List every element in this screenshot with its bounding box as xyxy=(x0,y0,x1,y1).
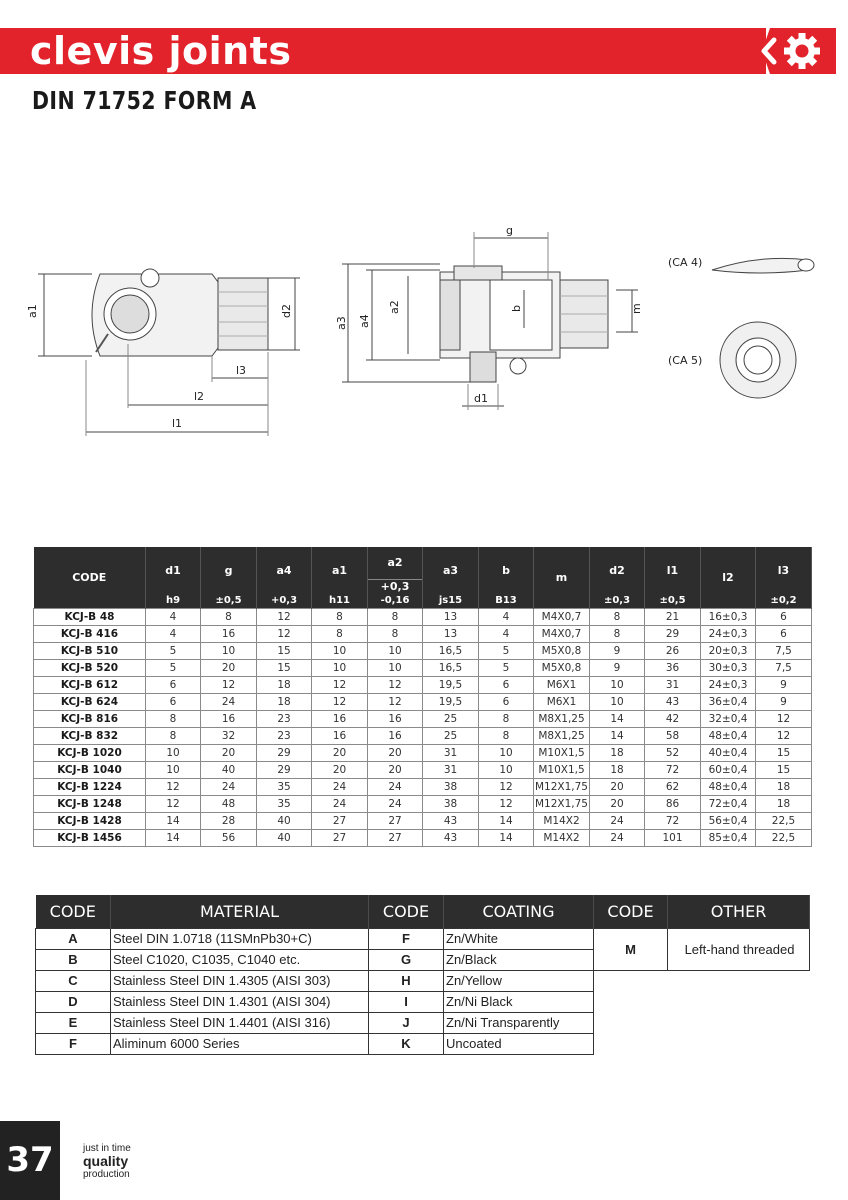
table-row xyxy=(34,676,812,693)
cell: 20 xyxy=(201,659,257,676)
technical-drawing xyxy=(0,210,848,450)
cell: 85±0,4 xyxy=(701,829,756,846)
cell: 29 xyxy=(257,744,312,761)
header-coating-code: CODE xyxy=(369,895,444,928)
cell: 8 xyxy=(479,727,534,744)
material-code: B xyxy=(36,949,111,970)
cell: 29 xyxy=(645,625,701,642)
cell: 20 xyxy=(312,744,368,761)
footer-tagline xyxy=(83,1143,131,1180)
cell: 12 xyxy=(479,795,534,812)
cell: M14X2 xyxy=(534,812,590,829)
cell: 7,5 xyxy=(756,659,812,676)
material-name: Stainless Steel DIN 1.4401 (AISI 316) xyxy=(111,1012,369,1033)
table-row xyxy=(34,625,812,642)
cell: 40 xyxy=(201,761,257,778)
cell: M14X2 xyxy=(534,829,590,846)
cell: 24 xyxy=(368,795,423,812)
table-row xyxy=(34,812,812,829)
cell: 43 xyxy=(645,693,701,710)
header-coating: COATING xyxy=(444,895,594,928)
header-d2: d2 xyxy=(590,547,645,594)
header-b: b xyxy=(479,547,534,594)
dim-label-a1: a1 xyxy=(26,304,39,318)
cell: 16 xyxy=(312,727,368,744)
header-m: m xyxy=(534,547,590,608)
coating-code: I xyxy=(369,991,444,1012)
cell: 56 xyxy=(201,829,257,846)
coating-code: J xyxy=(369,1012,444,1033)
row-code: KCJ-B 1040 xyxy=(34,761,146,778)
cell: M5X0,8 xyxy=(534,642,590,659)
cell: 14 xyxy=(146,829,201,846)
cell: 22,5 xyxy=(756,812,812,829)
cell: 15 xyxy=(756,761,812,778)
cell: 10 xyxy=(312,659,368,676)
cell: 10 xyxy=(201,642,257,659)
cell: M8X1,25 xyxy=(534,727,590,744)
empty-cell xyxy=(594,1033,810,1054)
cell: 10 xyxy=(312,642,368,659)
cell: 8 xyxy=(312,625,368,642)
cell: 10 xyxy=(146,744,201,761)
cell: 8 xyxy=(146,710,201,727)
header-l3: l3 xyxy=(756,547,812,594)
tagline-top: just in time xyxy=(83,1143,131,1154)
cell: 19,5 xyxy=(423,676,479,693)
cell: 13 xyxy=(423,608,479,625)
table-row xyxy=(34,642,812,659)
cell: 12 xyxy=(146,778,201,795)
cell: 31 xyxy=(423,761,479,778)
tagline-mid: quality xyxy=(83,1153,129,1169)
cell: 24 xyxy=(368,778,423,795)
coating-name: Uncoated xyxy=(444,1033,594,1054)
table-row xyxy=(34,744,812,761)
cell: 6 xyxy=(479,676,534,693)
dim-label-a2: a2 xyxy=(388,300,401,314)
cell: 18 xyxy=(590,744,645,761)
tol-l1: ±0,5 xyxy=(645,594,701,608)
coating-name: Zn/Black xyxy=(444,949,594,970)
cell: M6X1 xyxy=(534,676,590,693)
cell: M4X0,7 xyxy=(534,608,590,625)
cell: M12X1,75 xyxy=(534,778,590,795)
cell: 35 xyxy=(257,778,312,795)
material-code: E xyxy=(36,1012,111,1033)
cell: 9 xyxy=(590,659,645,676)
tol-a1: h11 xyxy=(312,594,368,608)
table-row xyxy=(34,693,812,710)
header-material-code: CODE xyxy=(36,895,111,928)
cell: 40±0,4 xyxy=(701,744,756,761)
cell: 4 xyxy=(479,608,534,625)
coating-name: Zn/White xyxy=(444,928,594,949)
cell: 7,5 xyxy=(756,642,812,659)
cell: 5 xyxy=(146,642,201,659)
cell: 38 xyxy=(423,795,479,812)
cell: 35 xyxy=(257,795,312,812)
cell: 14 xyxy=(479,829,534,846)
cell: 14 xyxy=(479,812,534,829)
cell: 10 xyxy=(479,744,534,761)
cell: 20 xyxy=(312,761,368,778)
coating-name: Zn/Yellow xyxy=(444,970,594,991)
cell: 25 xyxy=(423,727,479,744)
row-code: KCJ-B 1248 xyxy=(34,795,146,812)
dim-label-ca4: (CA 4) xyxy=(668,256,703,269)
cell: 32±0,4 xyxy=(701,710,756,727)
row-code: KCJ-B 1224 xyxy=(34,778,146,795)
page-number: 37 xyxy=(0,1121,60,1200)
cell: 10 xyxy=(590,676,645,693)
header-a2: a2 xyxy=(368,547,423,579)
cell: 18 xyxy=(257,693,312,710)
cell: 20±0,3 xyxy=(701,642,756,659)
cell: 29 xyxy=(257,761,312,778)
cell: 12 xyxy=(312,693,368,710)
cell: 27 xyxy=(368,829,423,846)
empty-cell xyxy=(594,970,810,991)
cell: 9 xyxy=(756,676,812,693)
cell: M12X1,75 xyxy=(534,795,590,812)
cell: 72 xyxy=(645,812,701,829)
dim-label-m: m xyxy=(630,303,643,314)
cell: 24 xyxy=(590,829,645,846)
cell: 4 xyxy=(146,608,201,625)
cell: 38 xyxy=(423,778,479,795)
cell: 12 xyxy=(257,625,312,642)
tol-g: ±0,5 xyxy=(201,594,257,608)
cell: 25 xyxy=(423,710,479,727)
tagline-bottom: production xyxy=(83,1169,130,1180)
coating-code: K xyxy=(369,1033,444,1054)
cell: 16 xyxy=(368,727,423,744)
row-code: KCJ-B 612 xyxy=(34,676,146,693)
tol-a2: -0,16 xyxy=(368,594,423,608)
cell: 12 xyxy=(146,795,201,812)
cell: 8 xyxy=(146,727,201,744)
cell: M6X1 xyxy=(534,693,590,710)
cell: M10X1,5 xyxy=(534,744,590,761)
cell: 24 xyxy=(201,778,257,795)
coating-name: Zn/Ni Black xyxy=(444,991,594,1012)
cell: 27 xyxy=(312,829,368,846)
page-subtitle: DIN 71752 FORM A xyxy=(32,86,257,115)
table-row xyxy=(34,727,812,744)
cell: 4 xyxy=(479,625,534,642)
header-code: CODE xyxy=(34,547,146,608)
cell: 36 xyxy=(645,659,701,676)
dim-label-d1: d1 xyxy=(474,392,488,405)
cell: 72 xyxy=(645,761,701,778)
cell: 5 xyxy=(479,659,534,676)
cell: 28 xyxy=(201,812,257,829)
other-name: Left-hand threaded xyxy=(668,928,810,970)
row-code: KCJ-B 1020 xyxy=(34,744,146,761)
cell: 8 xyxy=(368,608,423,625)
cell: 8 xyxy=(479,710,534,727)
cell: 23 xyxy=(257,710,312,727)
cell: 24 xyxy=(590,812,645,829)
cell: 24 xyxy=(312,795,368,812)
cell: 48±0,4 xyxy=(701,727,756,744)
cell: 16,5 xyxy=(423,659,479,676)
cell: 9 xyxy=(590,642,645,659)
table-row xyxy=(36,1033,810,1054)
material-name: Steel DIN 1.0718 (11SMnPb30+C) xyxy=(111,928,369,949)
cell: 15 xyxy=(257,659,312,676)
header-a4: a4 xyxy=(257,547,312,594)
cell: 18 xyxy=(756,778,812,795)
cell: 56±0,4 xyxy=(701,812,756,829)
tol-a3: js15 xyxy=(423,594,479,608)
header-other: OTHER xyxy=(668,895,810,928)
cell: 6 xyxy=(479,693,534,710)
header-g: g xyxy=(201,547,257,594)
gear-logo-icon xyxy=(752,28,836,74)
cell: 22,5 xyxy=(756,829,812,846)
cell: 10 xyxy=(590,693,645,710)
coating-code: F xyxy=(369,928,444,949)
cell: 12 xyxy=(756,727,812,744)
cell: 16±0,3 xyxy=(701,608,756,625)
cell: 12 xyxy=(257,608,312,625)
dim-label-a4: a4 xyxy=(358,314,371,328)
cell: 15 xyxy=(257,642,312,659)
cell: 27 xyxy=(368,812,423,829)
header-other-code: CODE xyxy=(594,895,668,928)
cell: 12 xyxy=(201,676,257,693)
header-a2-upper-tol: +0,3 xyxy=(368,579,423,594)
cell: 8 xyxy=(590,608,645,625)
cell: M4X0,7 xyxy=(534,625,590,642)
cell: 24±0,3 xyxy=(701,625,756,642)
cell: 14 xyxy=(590,727,645,744)
material-name: Steel C1020, C1035, C1040 etc. xyxy=(111,949,369,970)
table-row xyxy=(34,761,812,778)
cell: 10 xyxy=(146,761,201,778)
cell: 27 xyxy=(312,812,368,829)
cell: 6 xyxy=(756,625,812,642)
header-a1: a1 xyxy=(312,547,368,594)
coating-code: G xyxy=(369,949,444,970)
material-code: F xyxy=(36,1033,111,1054)
cell: 10 xyxy=(368,659,423,676)
cell: 42 xyxy=(645,710,701,727)
cell: 32 xyxy=(201,727,257,744)
cell: 15 xyxy=(756,744,812,761)
cell: 26 xyxy=(645,642,701,659)
header-d1: d1 xyxy=(146,547,201,594)
table-row xyxy=(34,829,812,846)
header-l1: l1 xyxy=(645,547,701,594)
cell: 20 xyxy=(201,744,257,761)
table-row xyxy=(34,778,812,795)
row-code: KCJ-B 816 xyxy=(34,710,146,727)
material-name: Stainless Steel DIN 1.4301 (AISI 304) xyxy=(111,991,369,1012)
cell: 60±0,4 xyxy=(701,761,756,778)
dim-label-b: b xyxy=(510,305,523,312)
table-row xyxy=(36,928,810,949)
cell: 10 xyxy=(368,642,423,659)
cell: 52 xyxy=(645,744,701,761)
cell: 16 xyxy=(368,710,423,727)
cell: 101 xyxy=(645,829,701,846)
cell: 43 xyxy=(423,812,479,829)
cell: M5X0,8 xyxy=(534,659,590,676)
cell: 6 xyxy=(146,676,201,693)
row-code: KCJ-B 832 xyxy=(34,727,146,744)
table-row xyxy=(36,1012,810,1033)
tol-b: B13 xyxy=(479,594,534,608)
cell: 8 xyxy=(201,608,257,625)
dimension-table-body xyxy=(34,608,812,846)
row-code: KCJ-B 416 xyxy=(34,625,146,642)
cell: 48±0,4 xyxy=(701,778,756,795)
tol-a4: +0,3 xyxy=(257,594,312,608)
row-code: KCJ-B 1456 xyxy=(34,829,146,846)
dim-label-l3: l3 xyxy=(236,364,247,377)
table-row xyxy=(36,970,810,991)
cell: 31 xyxy=(645,676,701,693)
dim-label-l1: l1 xyxy=(172,417,183,430)
material-name: Stainless Steel DIN 1.4305 (AISI 303) xyxy=(111,970,369,991)
page-title: clevis joints xyxy=(30,29,292,73)
header-material: MATERIAL xyxy=(111,895,369,928)
cell: 40 xyxy=(257,812,312,829)
cell: 23 xyxy=(257,727,312,744)
row-code: KCJ-B 510 xyxy=(34,642,146,659)
cell: 12 xyxy=(368,676,423,693)
cell: 20 xyxy=(590,778,645,795)
table-row xyxy=(34,795,812,812)
material-code: C xyxy=(36,970,111,991)
table-row xyxy=(34,659,812,676)
cell: 62 xyxy=(645,778,701,795)
cell: 6 xyxy=(756,608,812,625)
table-row xyxy=(34,608,812,625)
empty-cell xyxy=(594,1012,810,1033)
cell: 16 xyxy=(312,710,368,727)
cell: 9 xyxy=(756,693,812,710)
header-banner xyxy=(0,28,848,74)
header-l2: l2 xyxy=(701,547,756,608)
dim-label-ca5: (CA 5) xyxy=(668,354,703,367)
cell: 12 xyxy=(756,710,812,727)
cell: 48 xyxy=(201,795,257,812)
coating-name: Zn/Ni Transparently xyxy=(444,1012,594,1033)
cell: 14 xyxy=(590,710,645,727)
cell: 5 xyxy=(479,642,534,659)
dim-label-l2: l2 xyxy=(194,390,205,403)
tol-l3: ±0,2 xyxy=(756,594,812,608)
coating-code: H xyxy=(369,970,444,991)
empty-cell xyxy=(594,991,810,1012)
header-a3: a3 xyxy=(423,547,479,594)
cell: 58 xyxy=(645,727,701,744)
cell: M10X1,5 xyxy=(534,761,590,778)
cell: 20 xyxy=(368,744,423,761)
tol-d1: h9 xyxy=(146,594,201,608)
cell: 18 xyxy=(756,795,812,812)
row-code: KCJ-B 48 xyxy=(34,608,146,625)
cell: 24 xyxy=(312,778,368,795)
cell: 10 xyxy=(479,761,534,778)
cell: 14 xyxy=(146,812,201,829)
cell: 43 xyxy=(423,829,479,846)
cell: 21 xyxy=(645,608,701,625)
cell: 16 xyxy=(201,625,257,642)
cell: 18 xyxy=(257,676,312,693)
tol-d2: ±0,3 xyxy=(590,594,645,608)
cell: 36±0,4 xyxy=(701,693,756,710)
material-code: A xyxy=(36,928,111,949)
material-code: D xyxy=(36,991,111,1012)
cell: 20 xyxy=(590,795,645,812)
cell: 12 xyxy=(368,693,423,710)
cell: 18 xyxy=(590,761,645,778)
cell: 8 xyxy=(368,625,423,642)
dim-label-g: g xyxy=(506,224,513,237)
cell: 4 xyxy=(146,625,201,642)
cell: 40 xyxy=(257,829,312,846)
row-code: KCJ-B 520 xyxy=(34,659,146,676)
cell: 30±0,3 xyxy=(701,659,756,676)
row-code: KCJ-B 624 xyxy=(34,693,146,710)
dim-label-d2: d2 xyxy=(280,304,293,318)
cell: 13 xyxy=(423,625,479,642)
cell: 8 xyxy=(312,608,368,625)
row-code: KCJ-B 1428 xyxy=(34,812,146,829)
cell: 16 xyxy=(201,710,257,727)
cell: 24±0,3 xyxy=(701,676,756,693)
material-name: Aliminum 6000 Series xyxy=(111,1033,369,1054)
cell: 19,5 xyxy=(423,693,479,710)
cell: M8X1,25 xyxy=(534,710,590,727)
dimension-table xyxy=(33,547,812,847)
cell: 5 xyxy=(146,659,201,676)
cell: 16,5 xyxy=(423,642,479,659)
options-table xyxy=(35,895,810,1055)
cell: 12 xyxy=(312,676,368,693)
other-code: M xyxy=(594,928,668,970)
cell: 72±0,4 xyxy=(701,795,756,812)
cell: 6 xyxy=(146,693,201,710)
table-row xyxy=(36,991,810,1012)
cell: 8 xyxy=(590,625,645,642)
table-row xyxy=(34,710,812,727)
cell: 31 xyxy=(423,744,479,761)
cell: 12 xyxy=(479,778,534,795)
cell: 20 xyxy=(368,761,423,778)
cell: 24 xyxy=(201,693,257,710)
cell: 86 xyxy=(645,795,701,812)
dim-label-a3: a3 xyxy=(335,316,348,330)
